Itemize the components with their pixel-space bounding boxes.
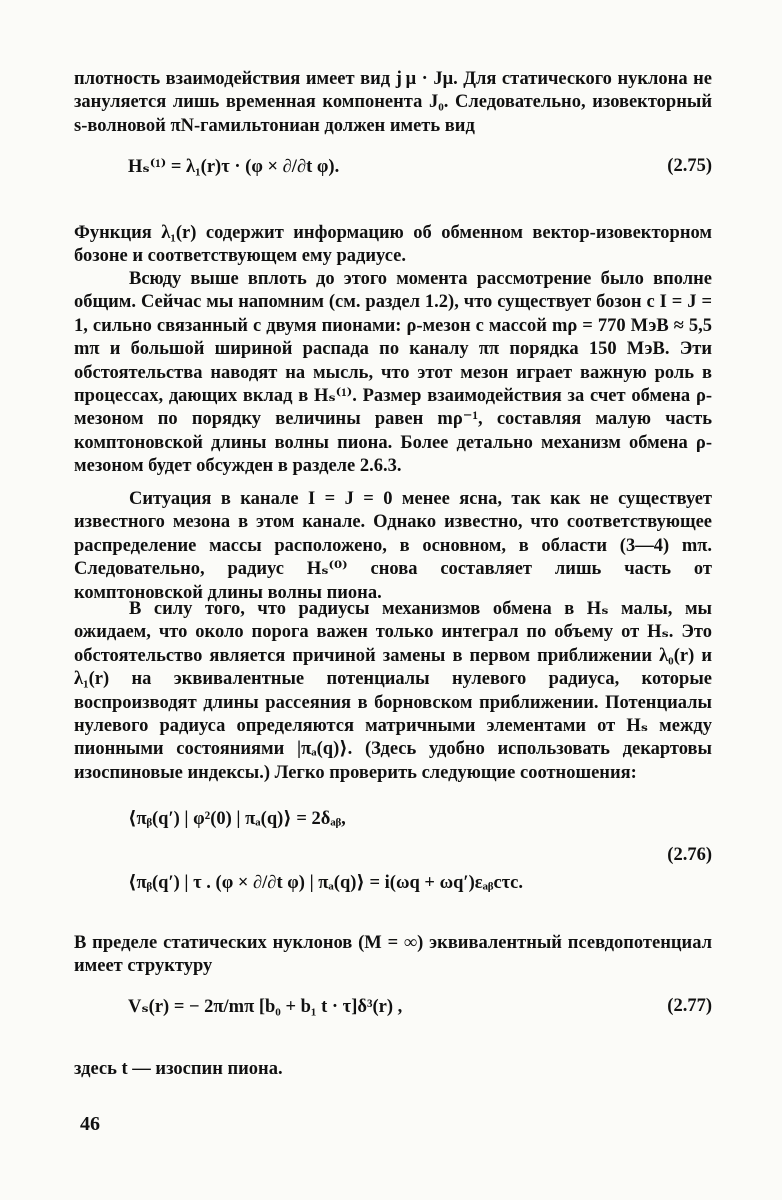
paragraph-3: Всюду выше вплоть до этого момента рассмотрение было вполне общим. Сейчас мы напомним (см. раздел 1.2), что существует бозон с I = J = 1, сильно связанный с двумя пионами: ρ-мезон с массой mρ = 770 МэВ ≈ 5,5 mπ и большой шириной распада по каналу ππ порядка 150 МэВ. Эти обстоятельства наводят на мысль, что этот мезон играет важную роль в процессах, дающих вклад в Hₛ⁽¹⁾. Размер взаимодействия за счет обмена ρ-мезоном по порядку величины равен mρ⁻¹, составляя малую часть комптоновской длины волны пиона. Более детально механизм обмена ρ-мезоном будет обсужден в разделе 2.6.3.: [74, 269, 712, 477]
equation-number-2-76: (2.76): [667, 845, 712, 865]
paragraph-6: В пределе статических нуклонов (M = ∞) эквивалентный псевдопотенциал имеет структуру: [74, 933, 712, 977]
equation-number-2-75: (2.75): [667, 156, 712, 176]
paragraph-1: плотность взаимодействия имеет вид j μ · Jμ. Для статического нуклона не зануляется лишь временная компонента J₀. Следовательно, изовекторный s-волновой πN-гамильтониан должен иметь вид: [74, 69, 712, 136]
paragraph-2: Функция λ₁(r) содержит информацию об обменном вектор-изовекторном бозоне и соответствующем ему радиусе.: [74, 223, 712, 267]
equation-2-77: Vₛ(r) = − 2π/mπ [b₀ + b₁ t · τ]δ³(r) ,: [128, 997, 403, 1017]
paragraph-7: здесь t — изоспин пиона.: [74, 1059, 283, 1079]
equation-2-75: Hₛ⁽¹⁾ = λ₁(r)τ · (φ × ∂/∂t φ).: [128, 157, 340, 177]
equation-2-76b: ⟨πᵦ(q′) | τ . (φ × ∂/∂t φ) | πₐ(q)⟩ = i(ωq + ωq′)εₐᵦcτc.: [128, 873, 524, 893]
paragraph-4: Ситуация в канале I = J = 0 менее ясна, так как не существует известного мезона в этом канале. Однако известно, что соответствующее распределение массы расположено, в основном, в области (3—4) mπ. Следовательно, радиус Hₛ⁽⁰⁾ снова составляет лишь часть от комптоновской длины волны пиона.: [74, 489, 712, 603]
equation-2-76a: ⟨πᵦ(q′) | φ²(0) | πₐ(q)⟩ = 2δₐᵦ,: [128, 809, 346, 829]
paragraph-5: В силу того, что радиусы механизмов обмена в Hₛ малы, мы ожидаем, что около порога важен только интеграл по объему от Hₛ. Это обстоятельство является причиной замены в первом приближении λ₀(r) и λ₁(r) на эквивалентные потенциалы нулевого радиуса, которые воспроизводят длины рассеяния в борновском приближении. Потенциалы нулевого радиуса определяются матричными элементами от Hₛ между пионными состояниями |πₐ(q)⟩. (Здесь удобно использовать декартовы изоспиновые индексы.) Легко проверить следующие соотношения:: [74, 599, 712, 783]
equation-number-2-77: (2.77): [667, 996, 712, 1016]
page-number: 46: [80, 1113, 100, 1135]
